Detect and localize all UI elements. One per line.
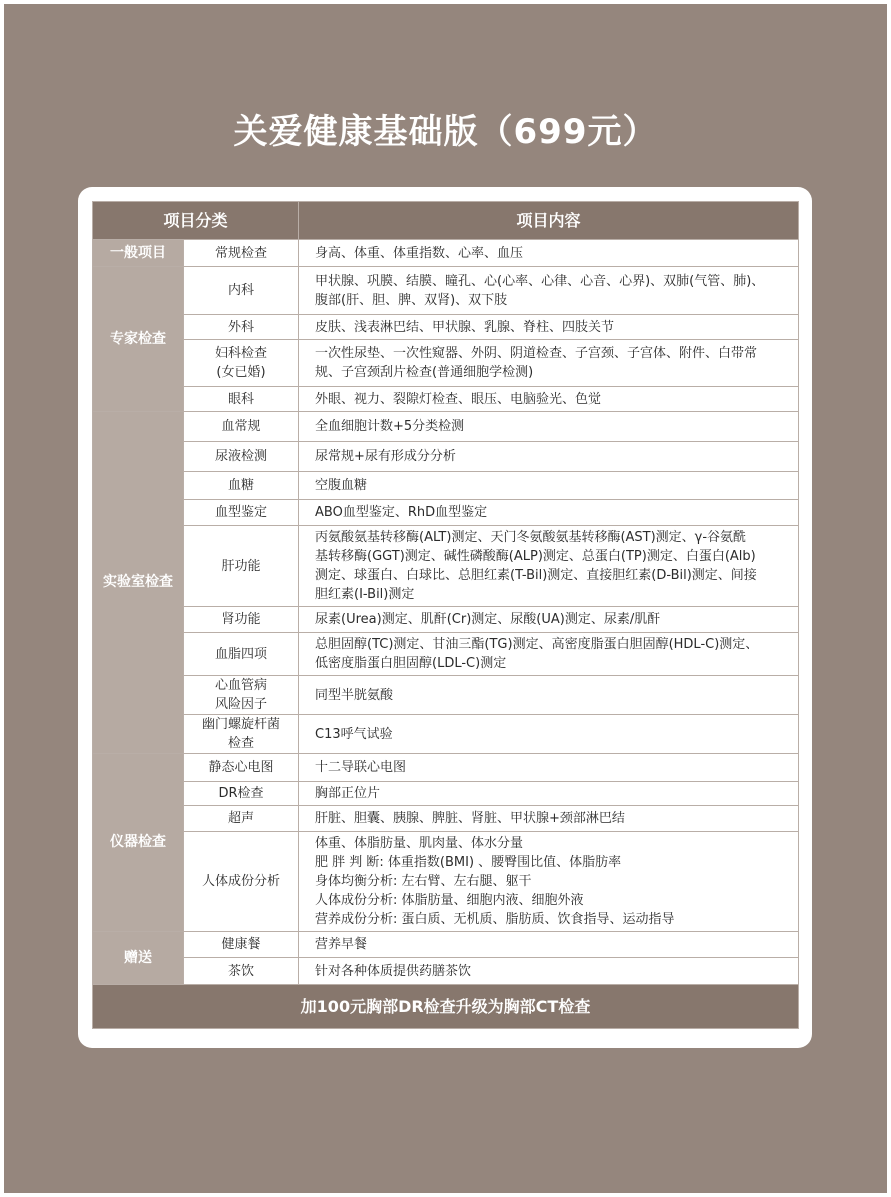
category-cell: 专家检查 [93,267,184,412]
item-name: 检查 [228,736,255,751]
content-line: 营养早餐 [315,937,368,952]
content-line: 尿常规+尿有形成分分析 [315,449,456,464]
item-name: 风险因子 [215,697,268,712]
upgrade-note: 加100元胸部DR检查升级为胸部CT检查 [93,985,799,1029]
table-header-row [93,202,799,240]
item-name: 血常规 [221,419,261,434]
content-cell [299,340,799,387]
table-row [93,676,799,715]
content-line: 肝脏、胆囊、胰腺、脾脏、肾脏、甲状腺+颈部淋巴结 [315,811,625,826]
content-cell [299,240,799,267]
content-line: 低密度脂蛋白胆固醇(LDL-C)测定 [315,656,507,671]
content-line: 身高、体重、体重指数、心率、血压 [315,245,524,261]
content-line: 甲状腺、巩膜、结膜、瞳孔、心(心率、心律、心音、心界)、双肺(气管、肺)、 [315,273,765,289]
category-cell: 一般项目 [93,240,184,267]
item-cell [184,340,299,387]
content-cell [299,315,799,340]
content-line: 腹部(肝、胆、脾、双肾)、双下肢 [315,292,508,308]
item-name: 超声 [228,811,255,826]
content-line: 营养成份分析: 蛋白质、无机质、脂肪质、饮食指导、运动指导 [315,912,675,927]
item-cell [184,387,299,412]
item-cell [184,500,299,526]
table-row [93,607,799,633]
item-name: 尿液检测 [215,449,268,464]
table-row [93,315,799,340]
table-row [93,340,799,387]
table-row [93,240,799,267]
content-line: 体重、体脂肪量、肌肉量、体水分量 [315,836,524,851]
item-name: 眼科 [228,391,255,407]
content-line: 空腹血糖 [315,478,368,493]
item-name: 血型鉴定 [215,505,268,520]
content-line: 皮肤、浅表淋巴结、甲状腺、乳腺、脊柱、四肢关节 [315,319,615,335]
table-row [93,832,799,932]
content-cell [299,500,799,526]
table-row [93,754,799,782]
content-cell [299,412,799,442]
content-cell [299,676,799,715]
item-cell [184,806,299,832]
content-cell [299,267,799,315]
content-line: 尿素(Urea)测定、肌酐(Cr)测定、尿酸(UA)测定、尿素/肌酐 [315,612,661,627]
content-cell [299,633,799,676]
item-name: 幽门螺旋杆菌 [202,717,281,732]
content-cell [299,932,799,958]
item-cell [184,782,299,806]
item-name: 茶饮 [228,963,255,979]
item-cell [184,315,299,340]
table-row [93,633,799,676]
item-name: 内科 [228,283,255,298]
footer-row [93,985,799,1029]
item-cell [184,715,299,754]
table-row [93,472,799,500]
content-line: 总胆固醇(TC)测定、甘油三酯(TG)测定、高密度脂蛋白胆固醇(HDL-C)测定、 [315,637,759,652]
category-cell: 赠送 [93,932,184,985]
table-row [93,267,799,315]
table-row [93,806,799,832]
item-name: 肝功能 [221,558,261,574]
page-title: 关爱健康基础版（699元） [233,112,658,152]
item-cell [184,676,299,715]
table-row [93,500,799,526]
content-line: C13呼气试验 [315,726,393,742]
table-row [93,412,799,442]
item-cell [184,932,299,958]
item-name: (女已婚) [216,365,266,380]
item-name: 血脂四项 [215,646,268,662]
item-name: 心血管病 [215,678,268,693]
table-row [93,932,799,958]
content-cell [299,715,799,754]
content-line: 针对各种体质提供药膳茶饮 [315,963,472,979]
content-line: 身体均衡分析: 左右臂、左右腿、躯干 [315,874,532,889]
item-cell [184,240,299,267]
item-name: 外科 [228,319,255,335]
content-line: 丙氨酸氨基转移酶(ALT)测定、天门冬氨酸氨基转移酶(AST)测定、γ-谷氨酰 [315,530,747,545]
item-cell [184,633,299,676]
item-cell [184,607,299,633]
content-line: 全血细胞计数+5分类检测 [315,419,465,434]
item-cell [184,958,299,985]
content-line: 人体成份分析: 体脂肪量、细胞内液、细胞外液 [315,893,584,908]
item-name: 常规检查 [215,245,268,261]
category-cell: 实验室检查 [93,412,184,754]
content-line: 基转移酶(GGT)测定、碱性磷酸酶(ALP)测定、总蛋白(TP)测定、白蛋白(Alb) [315,549,756,564]
content-line: 十二导联心电图 [315,760,407,775]
item-name: 肾功能 [221,612,261,627]
item-name: 妇科检查 [215,346,268,361]
table-row [93,958,799,985]
content-line: 肥 胖 判 断: 体重指数(BMI) 、腰臀围比值、体脂肪率 [315,855,622,870]
item-cell [184,412,299,442]
table-row [93,442,799,472]
checkup-table [92,201,799,1029]
item-name: 人体成份分析 [202,874,281,889]
content-cell [299,526,799,607]
item-cell [184,442,299,472]
content-cell [299,472,799,500]
content-cell [299,607,799,633]
table-row [93,715,799,754]
item-cell [184,526,299,607]
item-name: 静态心电图 [208,760,274,775]
item-cell [184,832,299,932]
header-category: 项目分类 [93,202,299,240]
content-cell [299,387,799,412]
item-name: 血糖 [228,478,255,493]
content-line: 外眼、视力、裂隙灯检查、眼压、电脑验光、色觉 [315,391,602,407]
content-cell [299,754,799,782]
item-cell [184,754,299,782]
content-line: 测定、球蛋白、白球比、总胆红素(T-Bil)测定、直接胆红素(D-Bil)测定、间接 [315,568,757,583]
item-cell [184,472,299,500]
content-cell [299,806,799,832]
category-cell: 仪器检查 [93,754,184,932]
content-cell [299,782,799,806]
content-line: 一次性尿垫、一次性窥器、外阴、阴道检查、子宫颈、子宫体、附件、白带常 [315,346,758,361]
content-line: 胆红素(I-Bil)测定 [315,587,415,602]
header-content: 项目内容 [299,202,799,240]
item-name: DR检查 [218,786,264,801]
content-cell [299,442,799,472]
content-line: 胸部正位片 [315,786,381,801]
table-row [93,526,799,607]
table-row [93,387,799,412]
item-name: 健康餐 [221,937,261,952]
table-row [93,782,799,806]
content-cell [299,832,799,932]
item-cell [184,267,299,315]
content-line: 规、子宫颈刮片检查(普通细胞学检测) [315,365,534,380]
content-line: 同型半胱氨酸 [315,687,394,703]
content-cell [299,958,799,985]
content-line: ABO血型鉴定、RhD血型鉴定 [315,505,488,520]
